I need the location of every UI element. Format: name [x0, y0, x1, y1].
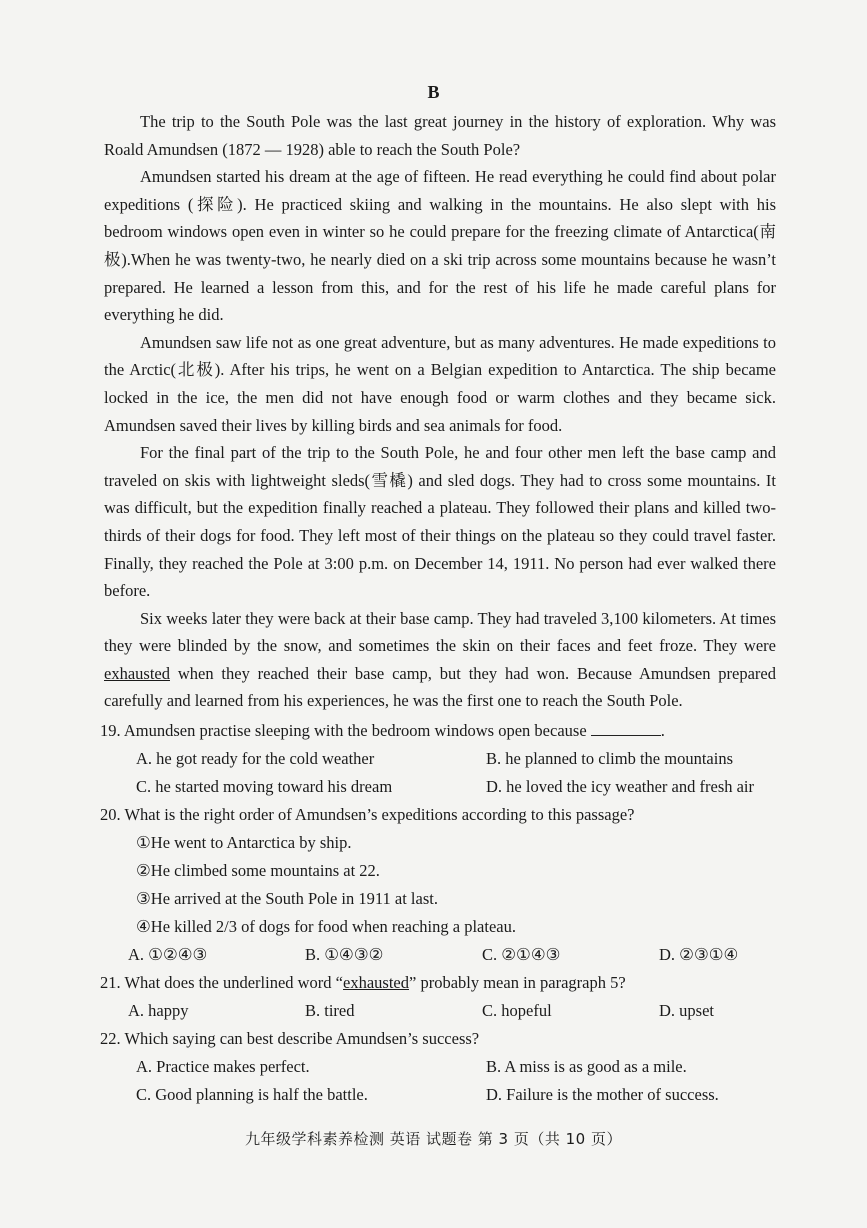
passage-paragraph-5 — [104, 605, 776, 715]
question-21-stem: 21. What does the underlined word “exhausted” probably mean in paragraph 5? — [100, 973, 626, 992]
reading-passage — [104, 108, 776, 715]
option-b: B. tired — [305, 1001, 355, 1020]
passage-paragraph-4: For the final part of the trip to the South Pole, he and four other men left the base camp and traveled on skis with lightweight sleds(雪橇) and sled dogs. They had to cross some mountains. It was difficult, but the expedition finally reached a plateau. They followed their plans and killed two-thirds of their dogs for food. They left most of their things on the plateau so they could travel faster. Finally, they reached the Pole at 3:00 p.m. on December 14, 1911. No person had ever walked there before. — [104, 443, 776, 601]
section-heading: B — [427, 82, 440, 102]
option-c: C. Good planning is half the battle. — [136, 1085, 368, 1104]
question-21-options — [100, 997, 780, 1025]
passage-paragraph-3: Amundsen saw life not as one great adventure, but as many adventures. He made expeditions to the Arctic(北极). After his trips, he went on a Belgian expedition to Antarctica. The ship became locked in the ice, the men did not have enough food or warm clothes and they became sick. Amundsen saved their lives by killing birds and sea animals for food. — [104, 332, 776, 435]
option-c: C. he started moving toward his dream — [136, 777, 393, 796]
question-22 — [100, 1025, 780, 1109]
option-a: A. happy — [128, 1001, 189, 1020]
option-b: B. ①④③② — [305, 945, 384, 964]
option-a: A. ①②④③ — [128, 945, 208, 964]
page-footer: 九年级学科素养检测 英语 试题卷 第 3 页（共 10 页） — [244, 1130, 622, 1148]
option-b: B. A miss is as good as a mile. — [486, 1057, 687, 1076]
question-20-options — [100, 941, 780, 969]
question-21 — [100, 969, 780, 1025]
option-c: C. ②①④③ — [482, 945, 561, 964]
paragraph-5-text-start: Six weeks later they were back at their base camp. They had traveled 3,100 kilometers. At times they were blinded by the snow, and sometimes the skin on their faces and feet froze. They were — [104, 608, 776, 656]
statement-1: ①He went to Antarctica by ship. — [136, 833, 352, 852]
passage-paragraph-1: The trip to the South Pole was the last great journey in the history of exploration. Why was Roald Amundsen (1872 — 1928) able to reach the South Pole? — [104, 112, 776, 159]
question-22-stem: 22. Which saying can best describe Amundsen’s success? — [100, 1029, 480, 1048]
option-d: D. ②③①④ — [659, 945, 739, 964]
option-a: A. he got ready for the cold weather — [136, 749, 375, 768]
question-19-options — [100, 745, 780, 801]
underlined-word: exhausted — [104, 663, 170, 683]
option-c: C. hopeful — [482, 1001, 552, 1020]
statement-4: ④He killed 2/3 of dogs for food when reaching a plateau. — [136, 917, 516, 936]
option-d: D. upset — [659, 1001, 714, 1020]
paragraph-5-text-end: when they reached their base camp, but they had won. Because Amundsen prepared carefully and learned from his experiences, he was the first one to reach the South Pole. — [104, 663, 776, 711]
option-a: A. Practice makes perfect. — [136, 1057, 310, 1076]
question-list — [100, 717, 780, 1109]
statement-2: ②He climbed some mountains at 22. — [136, 861, 380, 880]
question-20 — [100, 801, 780, 969]
question-19 — [100, 717, 780, 801]
underlined-word: exhausted — [343, 973, 409, 992]
option-d: D. Failure is the mother of success. — [486, 1085, 719, 1104]
option-b: B. he planned to climb the mountains — [486, 749, 734, 768]
option-d: D. he loved the icy weather and fresh air — [486, 777, 755, 796]
statement-3: ③He arrived at the South Pole in 1911 at last. — [136, 889, 438, 908]
answer-blank — [591, 719, 661, 736]
passage-paragraph-2: Amundsen started his dream at the age of fifteen. He read everything he could find about polar expeditions (探险). He practiced skiing and walking in the mountains. He also slept with his bedroom windows open even in winter so he could prepare for the freezing climate of Antarctica(南极).When he was twenty-two, he nearly died on a ski trip across some mountains because he wasn’t prepared. He learned a lesson from this, and for the rest of his life he made careful plans for everything he did. — [104, 167, 776, 325]
question-20-stem: 20. What is the right order of Amundsen’s expeditions according to this passage? — [100, 805, 635, 824]
question-22-options — [100, 1053, 780, 1109]
question-19-stem: 19. Amundsen practise sleeping with the bedroom windows open because . — [100, 721, 665, 740]
